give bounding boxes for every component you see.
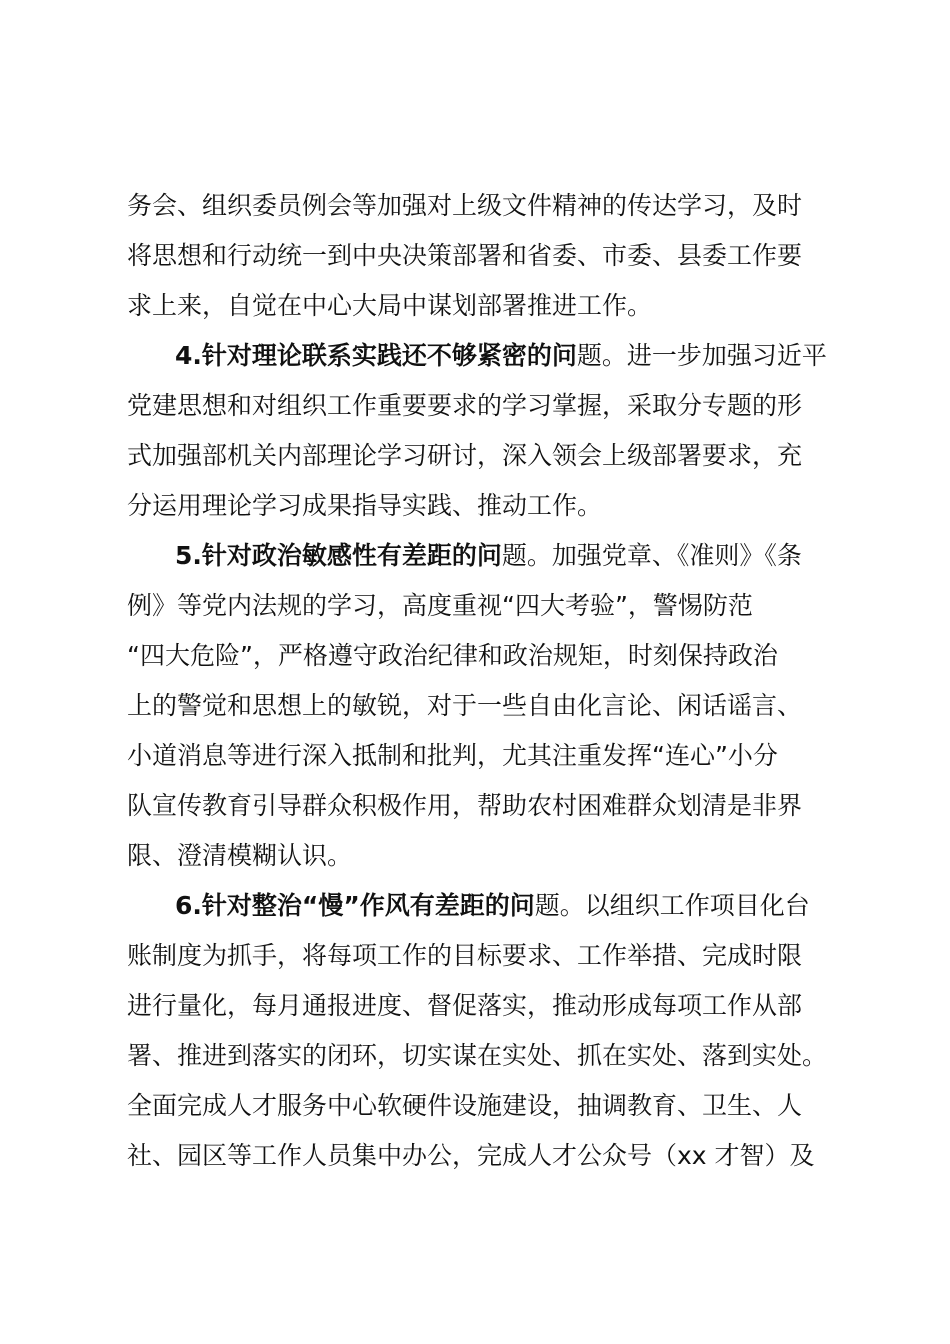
item-4-first-line — [127, 331, 833, 381]
item-5-first-text: 题。加强党章、《准则》《条 — [501, 541, 802, 570]
text-line: 上的警觉和思想上的敏锐，对于一些自由化言论、闲话谣言、 — [127, 691, 803, 720]
text-line: 将思想和行动统一到中央决策部署和省委、市委、县委工作要 — [127, 241, 803, 270]
item-4-heading: 4.针对理论联系实践还不够紧密的问 — [175, 341, 577, 370]
text-line: 求上来，自觉在中心大局中谋划部署推进工作。 — [127, 291, 653, 320]
item-6-first-text: 题。以组织工作项目化台 — [534, 891, 810, 920]
text-line: 账制度为抓手，将每项工作的目标要求、工作举措、完成时限 — [127, 941, 803, 970]
item-6-first-line — [127, 881, 833, 931]
text-line: 全面完成人才服务中心软硬件设施建设，抽调教育、卫生、人 — [127, 1091, 803, 1120]
intro-paragraph — [127, 181, 833, 331]
text-line: 党建思想和对组织工作重要要求的学习掌握，采取分专题的形 — [127, 391, 803, 420]
text-line: 社、园区等工作人员集中办公，完成人才公众号（xx 才智）及 — [127, 1141, 815, 1170]
document-body — [127, 181, 833, 1181]
item-6-paragraph — [127, 881, 833, 1181]
text-line: 限、澄清模糊认识。 — [127, 841, 353, 870]
item-5-paragraph — [127, 531, 833, 881]
item-6-heading: 6.针对整治“慢”作风有差距的问 — [175, 891, 535, 920]
text-line: “四大危险”，严格遵守政治纪律和政治规矩，时刻保持政治 — [127, 641, 778, 670]
text-line: 队宣传教育引导群众积极作用，帮助农村困难群众划清是非界 — [127, 791, 803, 820]
item-5-first-line — [127, 531, 833, 581]
text-line: 务会、组织委员例会等加强对上级文件精神的传达学习，及时 — [127, 191, 803, 220]
item-4-first-text: 题。进一步加强习近平 — [576, 341, 827, 370]
text-line: 例》等党内法规的学习，高度重视“四大考验”，警惕防范 — [127, 591, 753, 620]
text-line: 式加强部机关内部理论学习研讨，深入领会上级部署要求，充 — [127, 441, 803, 470]
item-5-heading: 5.针对政治敏感性有差距的问 — [175, 541, 502, 570]
text-line: 进行量化，每月通报进度、督促落实，推动形成每项工作从部 — [127, 991, 803, 1020]
text-line: 署、推进到落实的闭环，切实谋在实处、抓在实处、落到实处。 — [127, 1041, 828, 1070]
item-4-paragraph — [127, 331, 833, 531]
text-line: 小道消息等进行深入抵制和批判，尤其注重发挥“连心”小分 — [127, 741, 778, 770]
text-line: 分运用理论学习成果指导实践、推动工作。 — [127, 491, 603, 520]
